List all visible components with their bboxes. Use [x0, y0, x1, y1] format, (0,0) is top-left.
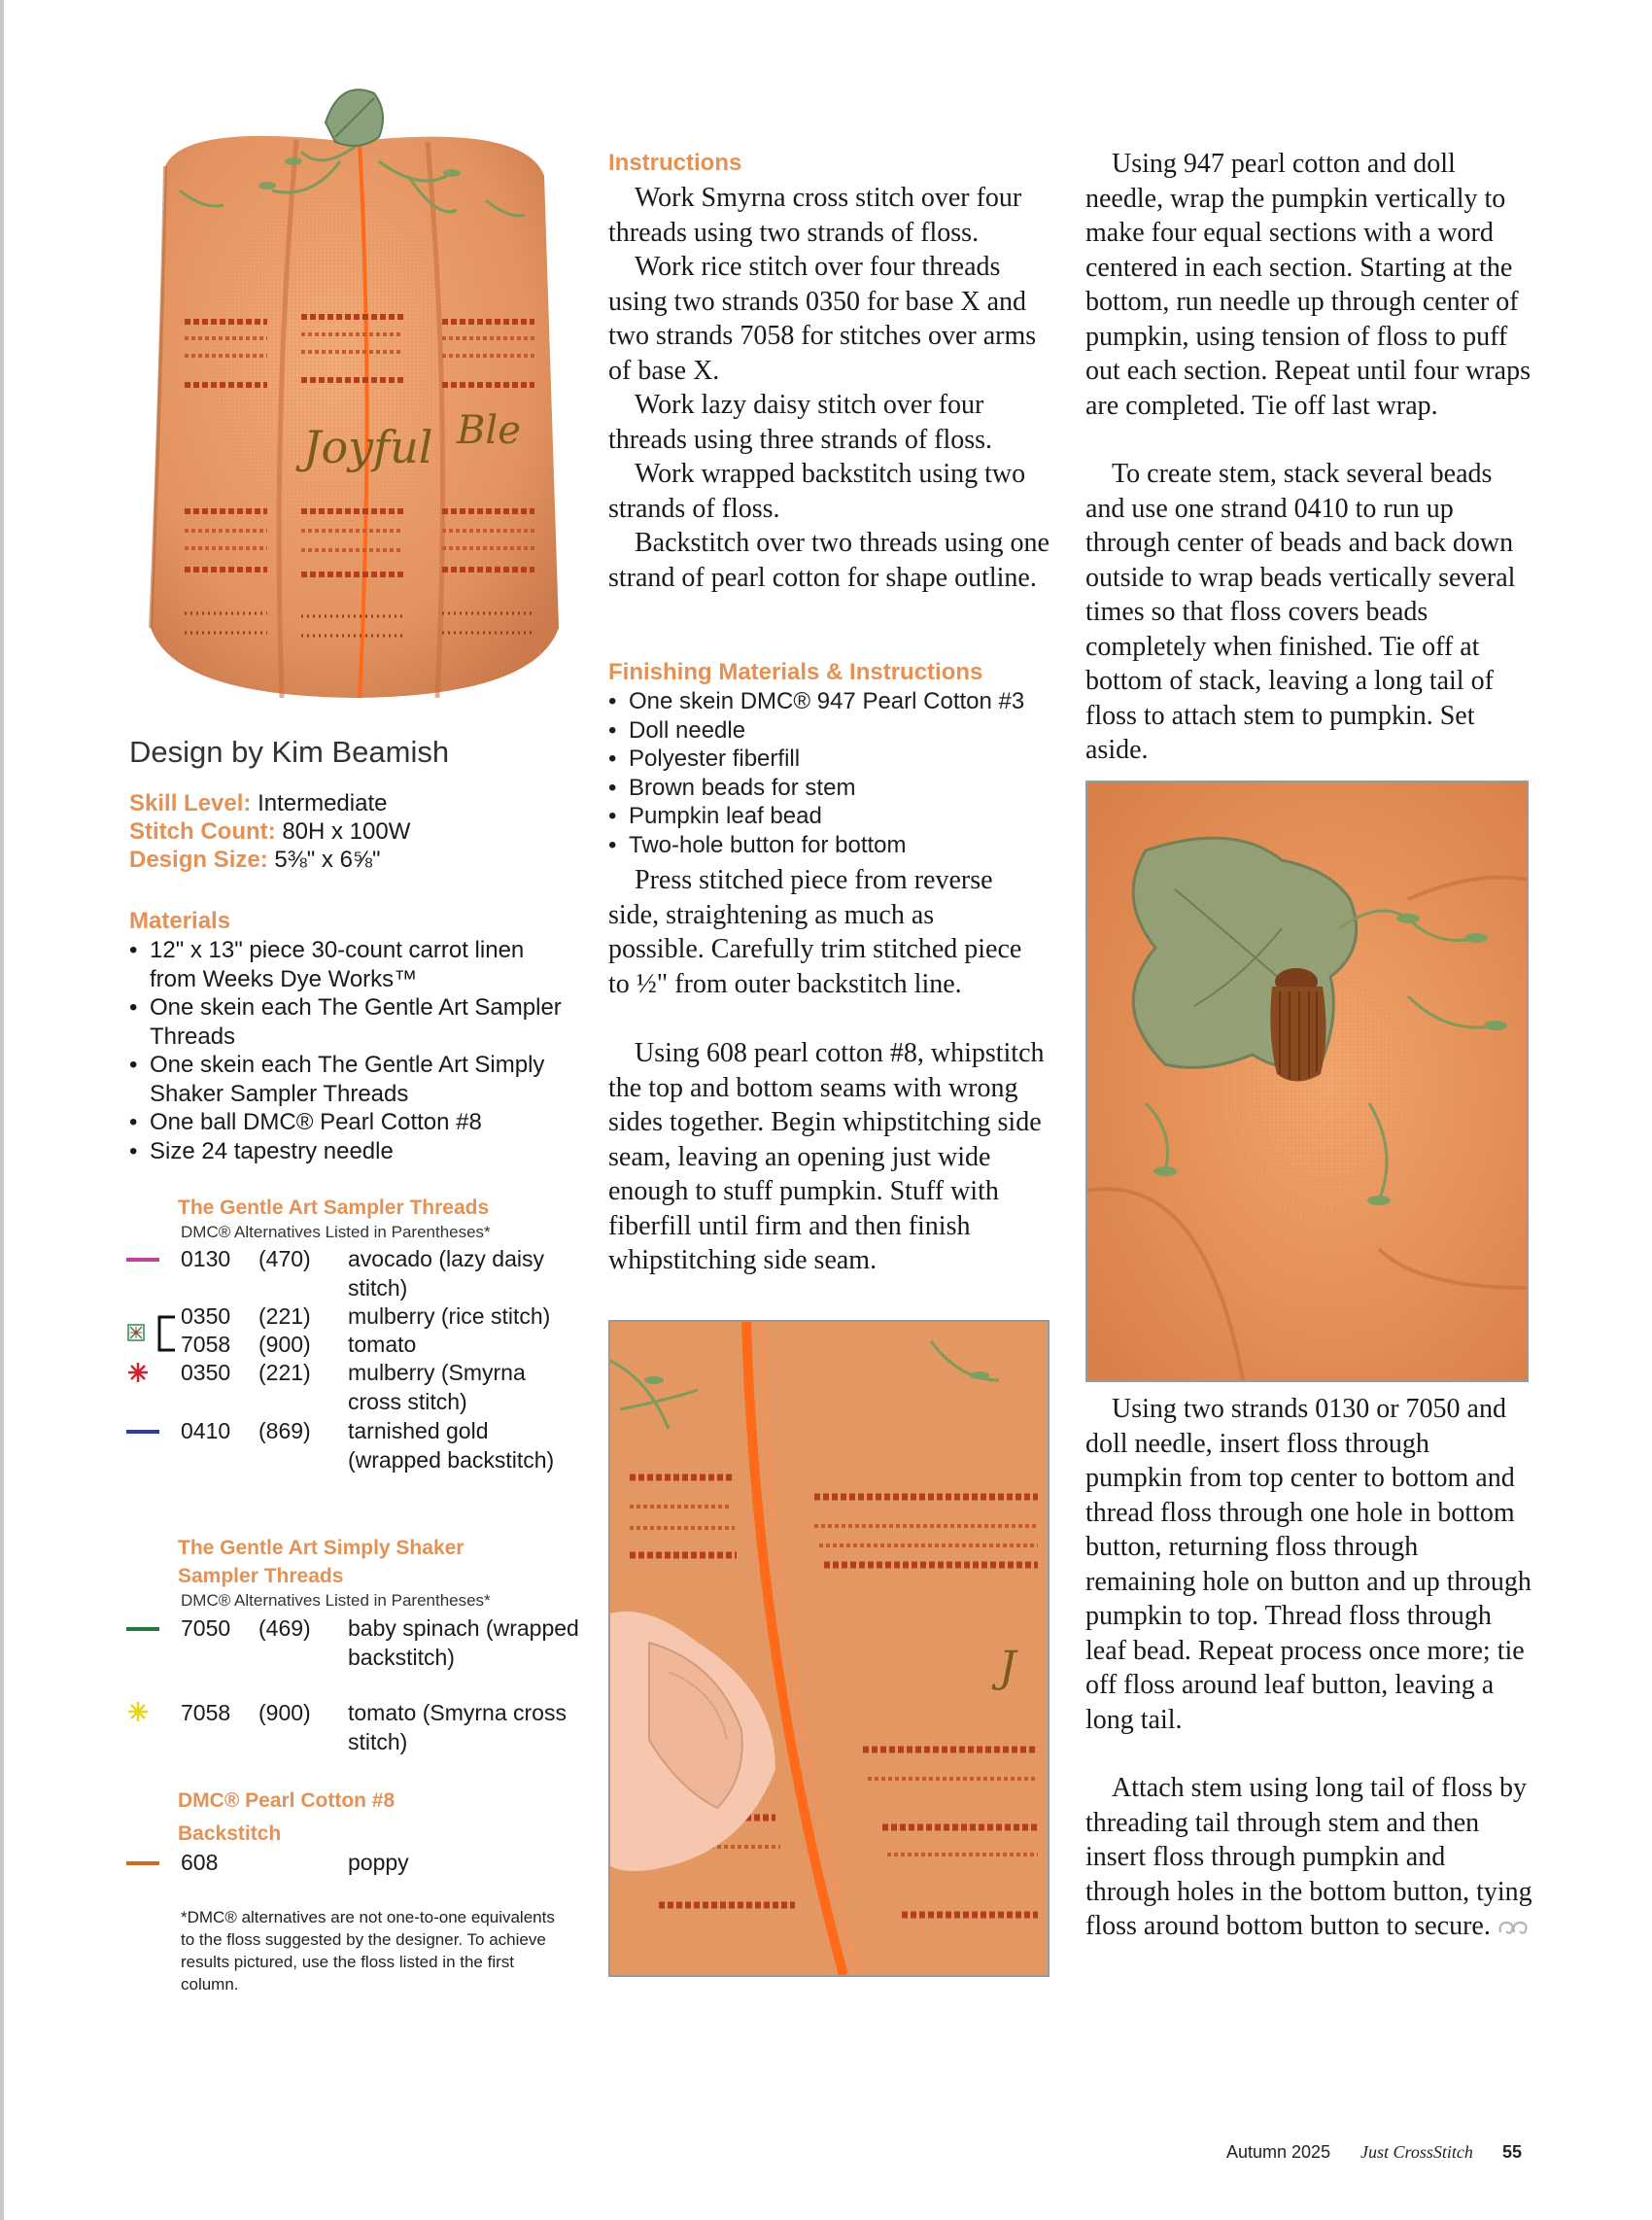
- list-item: • Doll needle: [608, 716, 1055, 746]
- pumpkin-word-joyful: Joyful: [303, 421, 433, 473]
- attach-stem-text: Attach stem using long tail of floss by threading tail through stem and then insert floss through pumpkin and through holes in the bottom button, tying floss around bottom button to secure.: [1085, 1773, 1532, 1941]
- thread-code: 7058: [181, 1700, 231, 1725]
- list-item: • Two-hole button for bottom: [608, 831, 1055, 860]
- list-item: • Polyester fiberfill: [608, 745, 1055, 774]
- thread-code: 7050: [181, 1615, 231, 1641]
- stitch-count-line: [129, 817, 410, 846]
- pumpkin-word-blessed: Ble: [457, 408, 521, 453]
- list-item: • Pumpkin leaf bead: [608, 802, 1055, 831]
- materials-heading: Materials: [129, 908, 231, 934]
- thread-code: 0350: [181, 1360, 231, 1385]
- thread-alt: (869): [258, 1418, 311, 1443]
- thread-code: 0130: [181, 1246, 231, 1271]
- shaker-heading-line: Sampler Threads: [178, 1565, 344, 1587]
- thread-code: 0410: [181, 1418, 231, 1443]
- design-size-value: 5⅜" x 6⅝": [274, 847, 381, 873]
- thread-name: baby spinach (wrapped backstitch): [348, 1615, 579, 1670]
- thread-name: avocado (lazy daisy stitch): [348, 1246, 544, 1301]
- footer-issue: Autumn 2025: [1226, 2142, 1331, 2162]
- attach-stem-paragraph: [1085, 1771, 1532, 1944]
- skill-level-value: Intermediate: [258, 790, 388, 816]
- design-size-line: [129, 846, 410, 874]
- line-symbol-poppy-icon: [126, 1854, 161, 1873]
- sampler-threads-subheading: DMC® Alternatives Listed in Parentheses*: [181, 1223, 491, 1241]
- line-symbol-tarnished-gold-icon: [126, 1422, 161, 1441]
- instruction-paragraph: Work Smyrna cross stitch over four threads using two strands of floss.: [608, 183, 1022, 248]
- leaf-bead-paragraph: Using two strands 0130 or 7050 and doll needle, insert floss through pumpkin from top center to bottom and thread floss through one hole in bottom button, returning floss through remaining hole on button and up through pumpkin to top. Thread floss through leaf bead. Repeat process once more; tie off floss around leaf button, leaving a long tail.: [1085, 1394, 1532, 1735]
- shaker-heading-line: The Gentle Art Simply Shaker: [178, 1537, 465, 1559]
- finishing-paragraph: Press stitched piece from reverse side, straightening as much as possible. Carefully trim stitched piece to ½" from outer backstitch line.: [608, 865, 1022, 999]
- rice-stitch-symbol-icon: [127, 1324, 145, 1341]
- list-item: • One skein DMC® 947 Pearl Cotton #3: [608, 687, 1055, 716]
- bracket-icon: [155, 1314, 177, 1353]
- thread-code: 608: [181, 1850, 219, 1875]
- list-item: • 12" x 13" piece 30-count carrot linen from Weeks Dye Works™: [129, 936, 576, 993]
- finishing-paragraph: Using 608 pearl cotton #8, whipstitch the top and bottom seams with wrong sides together. Begin whipstitching side seam, leaving an opening just wide enough to stuff pumpkin. Stuff with fiberfill until firm and then finish whipstitching side seam.: [608, 1038, 1045, 1275]
- stem-closeup-photo: [1085, 780, 1529, 1382]
- instruction-paragraph: Work rice stitch over four threads using two strands 0350 for base X and two strands 7058 for stitches over arms of base X.: [608, 252, 1037, 386]
- designer-credit: Design by Kim Beamish: [129, 735, 450, 769]
- thread-name: tarnished gold (wrapped backstitch): [348, 1418, 555, 1473]
- finishing-materials-list: [608, 687, 1055, 859]
- shaker-threads-subheading: DMC® Alternatives Listed in Parentheses*: [181, 1591, 491, 1610]
- pearl-cotton-heading: DMC® Pearl Cotton #8: [178, 1789, 396, 1812]
- end-swirl-icon: [1497, 1919, 1530, 1938]
- footer-magazine-title: Just CrossStitch: [1360, 2142, 1473, 2162]
- thread-alt: (221): [258, 1360, 311, 1385]
- thread-alt: (900): [258, 1332, 311, 1357]
- thread-name: tomato: [348, 1332, 417, 1357]
- thread-alt: (900): [258, 1700, 311, 1725]
- skill-level-label: Skill Level:: [129, 790, 252, 816]
- design-size-label: Design Size:: [129, 847, 268, 873]
- design-stats: [129, 789, 410, 874]
- line-symbol-avocado-icon: [126, 1250, 161, 1269]
- page-edge-rule: [0, 0, 4, 2220]
- thread-alt: (469): [258, 1615, 311, 1641]
- list-item: • One skein each The Gentle Art Simply Shaker Sampler Threads: [129, 1051, 576, 1108]
- smyrna-star-symbol-icon: [127, 1362, 149, 1383]
- instructions-heading: Instructions: [608, 150, 742, 176]
- whipstitch-letter: J: [999, 1643, 1016, 1692]
- smyrna-star-yellow-symbol-icon: [127, 1701, 149, 1722]
- list-item: • Size 24 tapestry needle: [129, 1137, 576, 1166]
- whipstitch-photo: [608, 1320, 1050, 1977]
- instruction-paragraph: Backstitch over two threads using one strand of pearl cotton for shape outline.: [608, 528, 1050, 593]
- thread-name: mulberry (rice stitch): [348, 1303, 551, 1329]
- list-item: • One skein each The Gentle Art Sampler Threads: [129, 993, 576, 1051]
- instruction-paragraph: Work wrapped backstitch using two strands of floss.: [608, 459, 1026, 524]
- thread-name: tomato (Smyrna cross stitch): [348, 1700, 567, 1754]
- thread-code: 0350: [181, 1303, 231, 1329]
- wrap-paragraph: Using 947 pearl cotton and doll needle, wrap the pumpkin vertically to make four equal sections with a word centered in each section. Starting at the bottom, run needle up through center of pumpkin, using tension of floss to puff out each section. Repeat until four wraps are completed. Tie off last wrap.: [1085, 149, 1531, 421]
- thread-alt: (221): [258, 1303, 311, 1329]
- backstitch-heading: Backstitch: [178, 1822, 282, 1845]
- thread-code: 7058: [181, 1332, 231, 1357]
- stitch-count-label: Stitch Count:: [129, 818, 276, 845]
- list-item: • One ball DMC® Pearl Cotton #8: [129, 1108, 576, 1137]
- thread-name: poppy: [348, 1850, 409, 1875]
- line-symbol-baby-spinach-icon: [126, 1619, 161, 1639]
- stem-paragraph: To create stem, stack several beads and use one strand 0410 to run up through center of beads and back down outside to wrap beads vertically several times so that floss covers beads completely when finished. Tie off at bottom of stack, leaving a long tail of floss to attach stem to pumpkin. Set aside.: [1085, 459, 1516, 765]
- thread-alt: (470): [258, 1246, 311, 1271]
- instruction-paragraph: Work lazy daisy stitch over four threads using three strands of floss.: [608, 390, 993, 455]
- thread-name: mulberry (Smyrna cross stitch): [348, 1360, 526, 1414]
- footer-page-number: 55: [1502, 2142, 1523, 2162]
- dmc-alternatives-note: *DMC® alternatives are not one-to-one equivalents to the floss suggested by the designer. To achieve results pictured, use the floss listed in the first column.: [181, 1908, 555, 1994]
- stitch-count-value: 80H x 100W: [282, 818, 411, 845]
- finishing-heading: Finishing Materials & Instructions: [608, 659, 983, 685]
- skill-level-line: [129, 789, 410, 817]
- sampler-threads-heading: The Gentle Art Sampler Threads: [178, 1197, 490, 1219]
- list-item: • Brown beads for stem: [608, 774, 1055, 803]
- materials-list: [129, 936, 576, 1165]
- shaker-threads-heading: [178, 1534, 464, 1590]
- pumpkin-photo: [126, 84, 583, 706]
